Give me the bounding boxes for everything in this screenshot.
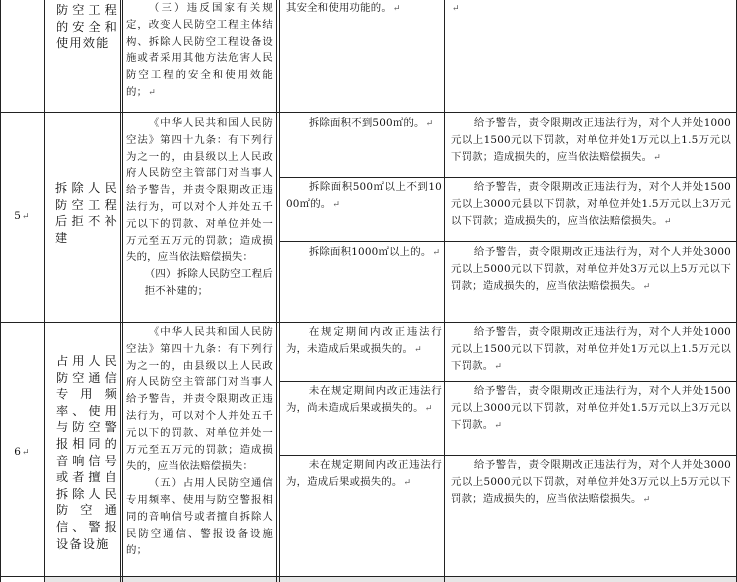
violation-circumstance: 在规定期间内改正违法行为，未造成后果或损失的。↵ [286, 326, 442, 355]
violation-circumstance: 其安全和使用功能的。↵ [286, 2, 401, 14]
column-divider [279, 0, 280, 582]
table-border [0, 0, 1, 582]
row-number [2, 0, 42, 112]
legal-basis: 《中华人民共和国人民防空法》第四十九条：有下列行为之一的，由县级以上人民政府人民防空主管部门对当事人给予警告，并责令限期改正违法行为，可以对个人并处五千元以下的罚款、对单位并处一万元至五万元的罚款；造成损失的，应当依法赔偿损失： （四）拆除人民防空工程后拒不补建的； [126, 117, 273, 297]
violation-circumstance: 未在规定期间内改正违法行为，造成后果或损失的。↵ [286, 459, 442, 488]
column-divider [122, 0, 123, 582]
legal-basis: 《中华人民共和国人民防空法》第四十九条：有下列行为之一的，由县级以上人民政府人民防空主管部门对当事人给予警告，并责令限期改正违法行为，可以对个人并处五千元以下的罚款、对单位并处一万元至五万元的罚款；造成损失的，应当依法赔偿损失： （五）占用人民防空通信专用频率、使用与防空警报相同的音响信号或者擅自拆除人民防空通信、警报设备设施的； [126, 326, 273, 557]
violation-name: 防空工程的安全和使用效能 [56, 3, 118, 51]
penalty-standard: 给予警告，责令限期改正违法行为，对个人并处3000元以上5000元以下罚款，对单位并处3万元以上5万元以下罚款；造成损失的，应当依法赔偿损失。↵ [451, 246, 731, 292]
column-divider [44, 0, 45, 582]
legal-basis: （三）违反国家有关规定，改变人民防空工程主体结构、拆除人民防空工程设备设施或者采用其他方法危害人民防空工程的安全和使用效能的；↵ [126, 2, 273, 98]
row-divider [279, 381, 737, 382]
violation-name: 拆除人民防空工程后拒不补建 [55, 181, 118, 245]
row-divider [0, 576, 737, 577]
row-divider [0, 322, 737, 323]
penalty-standard: 给予警告，责令限期改正违法行为，对个人并处3000元以上5000元以下罚款，对单位并处3万元以上5万元以下罚款；造成损失的，应当依法赔偿损失。↵ [451, 459, 731, 505]
row-number: 6↵ [14, 446, 30, 458]
penalty-standard: 给予警告，责令限期改正违法行为，对个人并处1000元以上1500元以下罚款，对单位并处1万元以上1.5万元以下罚款；造成损失的，应当依法赔偿损失。↵ [451, 117, 731, 163]
violation-name: 占用人民防空通信专用频率、使用与防空警报相同的音响信号或者擅自拆除人民防空通信、警报设备设施 [56, 354, 118, 551]
violation-circumstance: 拆除面积1000㎡以上的。↵ [308, 246, 441, 258]
row-divider [279, 241, 737, 242]
column-divider [120, 0, 121, 582]
row-divider [279, 455, 737, 456]
penalty-standard: ↵ [452, 4, 460, 14]
penalty-standard: 给予警告，责令限期改正违法行为，对个人并处1500元以上3000元县以下罚款，对单位并处1.5万元以上3万元以下罚款；造成损失的，应当依法赔偿损失。↵ [451, 181, 731, 227]
violation-circumstance: 未在规定期间内改正违法行为，尚未造成后果或损失的。↵ [286, 385, 442, 414]
row-divider [0, 112, 737, 113]
row-number: 5↵ [14, 210, 30, 222]
violation-circumstance: 拆除面积不到500㎡的。↵ [308, 117, 434, 129]
column-divider [276, 0, 277, 582]
penalty-standard: 给予警告，责令限期改正违法行为，对个人并处1000元以上1500元以下罚款，对单位并处1万元以上1.5万元以下罚款。↵ [451, 326, 731, 372]
violation-circumstance: 拆除面积500㎡以上不到1000㎡的。↵ [286, 181, 442, 210]
row-divider [279, 177, 737, 178]
penalty-standard: 给予警告，责令限期改正违法行为，对个人并处1500元以上3000元以下罚款，对单位并处1.5万元以上3万元以下罚款。↵ [451, 385, 731, 431]
column-divider [444, 0, 445, 582]
